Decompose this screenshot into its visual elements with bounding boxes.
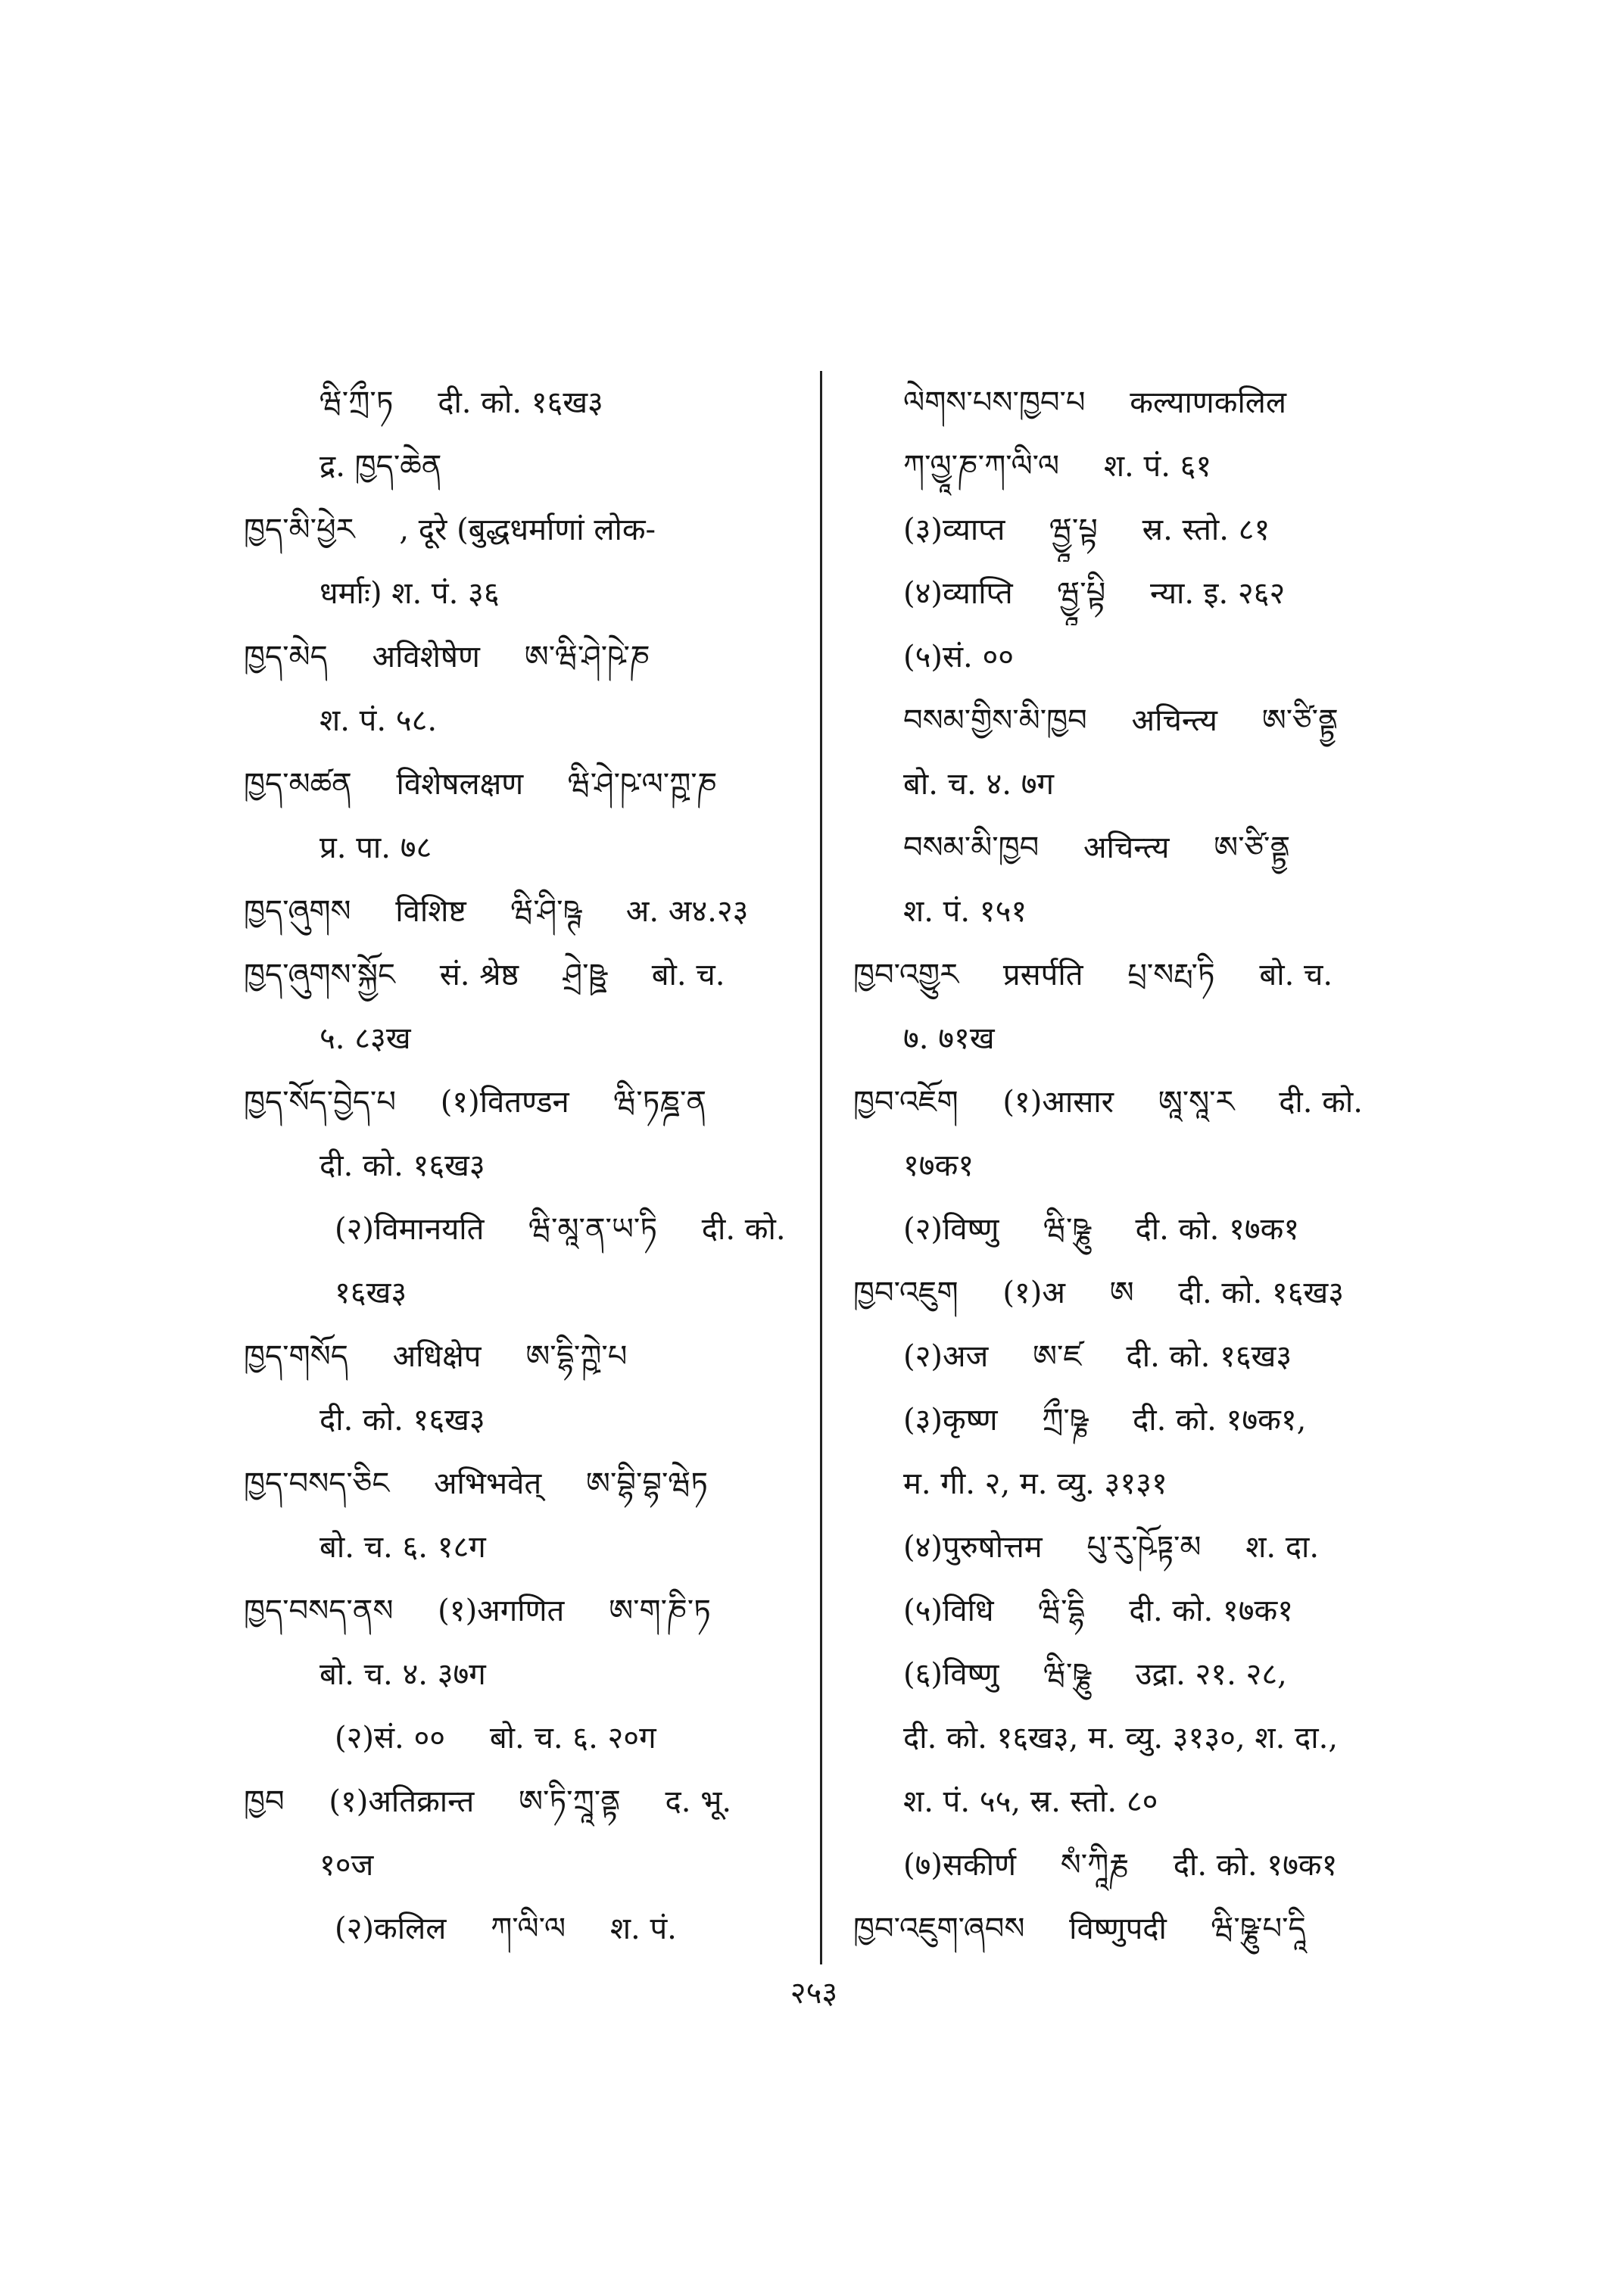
source-reference: श. दा.	[1245, 1530, 1320, 1565]
source-reference: दी. को. १७क१	[1173, 1848, 1338, 1883]
continuation-text: म. गी. २, म. व्यु. ३१३१	[903, 1466, 1167, 1501]
sanskrit-term: (२)सं. ००	[335, 1721, 446, 1756]
sanskrit-term: अचिन्त्य	[1083, 830, 1170, 865]
sanskrit-term: विष्णुपदी	[1069, 1911, 1167, 1946]
sub-sense-line	[853, 1198, 1436, 1261]
sanskrit-transliteration: པྲ་སརྤ་ཏི	[1127, 958, 1215, 992]
sanskrit-term: (३)कृष्ण	[903, 1403, 998, 1438]
tibetan-headword: བསམ་གྱིས་མི་ཁྱབ	[903, 703, 1087, 738]
continuation-text: दी. को. १६ख३, म. व्यु. ३१३०, श. दा.,	[903, 1721, 1339, 1756]
entry-line	[244, 1770, 808, 1833]
sanskrit-term: (१)अ	[1002, 1276, 1065, 1310]
entry-line	[853, 1897, 1436, 1961]
page-number: २५३	[790, 1976, 838, 2011]
tibetan-headword: ཁྱད་བསད་ཅིང	[244, 1466, 390, 1501]
sanskrit-transliteration: ཨཱ་སཱ་ར	[1158, 1085, 1235, 1120]
continuation-line	[853, 1706, 1436, 1770]
entry-line	[853, 1261, 1436, 1325]
entry-line	[244, 625, 808, 689]
continuation-text: धर्माः) श. पं. ३६	[320, 576, 500, 611]
tibetan-headword: ལེགས་པས་ཁྱབ་པ	[903, 385, 1086, 420]
sub-sense-line	[853, 1388, 1436, 1452]
sub-sense-line	[244, 1198, 808, 1261]
sanskrit-transliteration: པུ་རུ་ཥོཏྟ་མ	[1086, 1530, 1202, 1565]
tibetan-headword: ཁྱབ་འཇོག	[853, 1085, 959, 1120]
tibetan-headword: ཁྱད་མི་ཕྱེར	[244, 512, 355, 547]
sanskrit-term: (१)अगणित	[438, 1594, 565, 1628]
continuation-line	[853, 1452, 1436, 1516]
source-reference: १६ख३	[335, 1276, 407, 1310]
source-reference: बो. च. ४. ३७ग	[320, 1657, 486, 1692]
sub-sense-line	[244, 1897, 808, 1961]
sanskrit-transliteration: ཝི་ཥྞུ	[1043, 1212, 1091, 1247]
continuation-line	[244, 816, 808, 880]
sanskrit-transliteration: ཝི་ཥྞུ	[1043, 1657, 1091, 1692]
sub-sense-line	[853, 625, 1436, 689]
sanskrit-term: (२)कलिल	[335, 1911, 447, 1946]
source-reference: दी. को.	[701, 1212, 786, 1247]
sanskrit-term: (४)पुरुषोत्तम	[903, 1530, 1043, 1565]
sub-sense-line	[853, 1516, 1436, 1579]
entry-line	[244, 752, 808, 816]
source-reference: दी. को. १६ख३	[320, 1148, 485, 1183]
sanskrit-transliteration: ཝི་ཤེ་ཥ་ལ་ཀྵ་ཎ	[567, 767, 718, 802]
continuation-line	[244, 1388, 808, 1452]
sanskrit-transliteration: ཝི་ཤི་ཥྚ	[510, 894, 582, 929]
sanskrit-transliteration: ཀ་ལྱཱ་ཎ་ཀ་ལི་ལ	[903, 449, 1060, 484]
tibetan-headword: ཁྱད་མེད	[244, 640, 328, 675]
continuation-line	[853, 1134, 1436, 1198]
entry-line	[853, 1070, 1436, 1134]
continuation-line	[244, 562, 808, 625]
continuation-line	[244, 689, 808, 752]
continuation-line	[244, 1261, 808, 1325]
source-reference: श. पं. १५१	[903, 894, 1027, 929]
sub-sense-line	[853, 1643, 1436, 1706]
continuation-line	[244, 1643, 808, 1706]
sanskrit-term: (१)अतिक्रान्त	[329, 1784, 475, 1819]
continuation-line	[853, 1770, 1436, 1833]
tibetan-headword: ཁྱབ་འགྱུར	[853, 958, 959, 992]
source-reference: दी. को.	[1279, 1085, 1364, 1120]
source-reference: दी. को. १६ख३	[438, 385, 603, 420]
sanskrit-term: सं. श्रेष्ठ	[439, 958, 519, 992]
source-reference: उद्रा. २१. २८,	[1135, 1657, 1287, 1692]
tibetan-headword: ཁྱབ་འཇུག་ཞབས	[853, 1911, 1025, 1946]
entry-line	[244, 880, 808, 943]
sanskrit-term: अविशेषेण	[372, 640, 480, 675]
sub-sense-line	[853, 1325, 1436, 1388]
sanskrit-term: (२)विमानयति	[335, 1212, 485, 1247]
entry-line	[853, 689, 1436, 752]
sanskrit-term: (३)व्याप्त	[903, 512, 1005, 547]
sanskrit-term: (६)विष्णु	[903, 1657, 999, 1692]
source-reference: श. पं.	[609, 1911, 677, 1946]
continuation-line	[853, 435, 1436, 498]
sub-sense-line	[853, 498, 1436, 562]
entry-line	[244, 1070, 808, 1134]
continuation-line	[853, 752, 1436, 816]
source-reference: दी. को. १७क१	[1129, 1594, 1294, 1628]
sanskrit-transliteration: ཨ་བྷི་བྷ་ཝེཏ	[585, 1466, 708, 1501]
sanskrit-transliteration: ཨ་ཛ	[1032, 1339, 1082, 1374]
sanskrit-transliteration: ཝི་ཥྞུ་པ་དཱི	[1211, 1911, 1306, 1946]
sub-sense-line	[853, 562, 1436, 625]
source-reference: श. पं. ६१	[1103, 449, 1212, 484]
sub-sense-line	[853, 1833, 1436, 1897]
tibetan-headword: ཁྱད་ཞུགས	[244, 894, 351, 929]
continuation-line	[853, 880, 1436, 943]
source-reference: न्या. इ. २६२	[1150, 576, 1286, 611]
source-reference: दी. को. १६ख३	[320, 1403, 485, 1438]
sanskrit-transliteration: ཀ་ལི་ལ	[491, 1911, 566, 1946]
cross-reference-line	[244, 435, 808, 498]
sanskrit-term: (२)विष्णु	[903, 1212, 999, 1247]
entry-line	[244, 1579, 808, 1643]
sanskrit-transliteration: སཾ་ཀཱིརྞ	[1060, 1848, 1130, 1883]
source-reference: बो. च.	[651, 958, 725, 992]
left-column	[244, 371, 808, 1961]
sanskrit-transliteration: ཝི་མཱ་ན་ཡ་ཏི	[528, 1212, 658, 1247]
source-reference: बो. च. ६. १८ग	[320, 1530, 486, 1565]
sanskrit-term: (५)विधि	[903, 1594, 994, 1628]
right-column	[853, 371, 1436, 1961]
sanskrit-term: (५)सं. ००	[903, 640, 1015, 675]
continuation-line	[244, 1007, 808, 1070]
sanskrit-transliteration: ཝི་ཏཎྜ་ན	[613, 1085, 707, 1120]
tibetan-headword: ཁྱབ	[244, 1784, 285, 1819]
entry-line	[853, 816, 1436, 880]
sanskrit-transliteration: ཀྲྀ་ཥྞ	[1042, 1403, 1089, 1438]
sanskrit-transliteration: ཨ་ཝི་ཤེ་ཥེ་ཎ	[524, 640, 650, 675]
source-reference: दी. को. १६ख३	[1126, 1339, 1292, 1374]
sanskrit-term: विशेषलक्षण	[396, 767, 524, 802]
sanskrit-transliteration: ཨ་ཏི་ཀྲཱ་ནྟ	[519, 1784, 621, 1819]
tibetan-headword: ཁྱད་སོད་བྱེད་པ	[244, 1085, 396, 1120]
source-reference: दी. को. १६ख३	[1178, 1276, 1345, 1310]
entry-line	[244, 1325, 808, 1388]
continuation-line	[244, 371, 808, 435]
sanskrit-transliteration: ཨ་ཙི་ནྟྱ	[1261, 703, 1339, 738]
sanskrit-term: अचिन्त्य	[1131, 703, 1218, 738]
sanskrit-transliteration: ཨ་ག་ཎི་ཏ	[609, 1594, 711, 1628]
sanskrit-transliteration: ཝི་ཀྲྀ་ཏ	[320, 385, 394, 420]
sanskrit-term: अधिक्षेप	[392, 1339, 482, 1374]
continuation-text: श. पं. ५५, स्र. स्तो. ८०	[903, 1784, 1158, 1819]
entry-line	[244, 1452, 808, 1516]
tibetan-headword: ཁྱད་གསོད	[244, 1339, 348, 1374]
continuation-line	[244, 1134, 808, 1198]
source-reference: श. पं. ५८.	[320, 703, 438, 738]
sanskrit-transliteration: ཝྱཱ་པྟི	[1057, 576, 1106, 611]
source-reference: १०ज	[320, 1848, 374, 1883]
sanskrit-term: (१)वितण्डन	[440, 1085, 569, 1120]
source-reference: बो. च. ६. २०ग	[489, 1721, 656, 1756]
source-reference: प्र. पा. ७८	[320, 830, 432, 865]
cross-reference: द्र. ཁྱད་ཆེན	[320, 449, 442, 484]
sanskrit-transliteration: ཨ་དྷི་ཀྵེ་པ	[525, 1339, 628, 1374]
source-reference: बो. च.	[1259, 958, 1333, 992]
source-reference: दी. को. १७क१	[1135, 1212, 1300, 1247]
source-reference: अ. अ४.२३	[625, 894, 749, 929]
source-reference: ५. ८३ख	[320, 1021, 411, 1056]
sanskrit-term: (४)व्याप्ति	[903, 576, 1013, 611]
source-reference: स्र. स्तो. ८१	[1142, 512, 1270, 547]
sub-sense-line	[853, 1579, 1436, 1643]
entry-line	[853, 371, 1436, 435]
sanskrit-term: विशिष्ट	[395, 894, 466, 929]
sanskrit-term: (२)अज	[903, 1339, 989, 1374]
continuation-line	[244, 1833, 808, 1897]
tibetan-headword: ཁྱད་བསད་ནས	[244, 1594, 394, 1628]
entry-line	[244, 943, 808, 1007]
continuation-line	[853, 1007, 1436, 1070]
sanskrit-transliteration: ཨ་ཙི་ནྟྱ	[1214, 830, 1291, 865]
sanskrit-term: (१)आसार	[1002, 1085, 1114, 1120]
sanskrit-transliteration: ཝྱཱ་པྟ	[1049, 512, 1098, 547]
tibetan-headword: ཁྱད་མཚན	[244, 767, 352, 802]
continuation-line	[244, 1516, 808, 1579]
source-reference: बो. च. ४. ७ग	[903, 767, 1055, 802]
column-divider	[820, 371, 822, 1964]
sub-sense-line	[244, 1706, 808, 1770]
sanskrit-term: अभिभवेत्	[434, 1466, 542, 1501]
entry-line	[853, 943, 1436, 1007]
sanskrit-term: (७)सकीर्ण	[903, 1848, 1017, 1883]
sanskrit-transliteration: ཝི་དྷི	[1038, 1594, 1085, 1628]
tibetan-headword: བསམ་མི་ཁྱབ	[903, 830, 1040, 865]
source-reference: दी. को. १७क१,	[1133, 1403, 1307, 1438]
tibetan-headword: ཁྱད་ཞུགས་སྐྱོང	[244, 958, 395, 992]
sanskrit-term: प्रसर्पति	[1002, 958, 1083, 992]
entry-line	[244, 498, 808, 562]
tibetan-headword: ཁྱབ་འཇུག	[853, 1276, 959, 1310]
sanskrit-transliteration: ཨ	[1109, 1276, 1134, 1310]
source-reference: १७क१	[903, 1148, 974, 1183]
sanskrit-transliteration: ཤྲེ་ཥྛ	[563, 958, 607, 992]
source-reference: ७. ७१ख	[903, 1021, 995, 1056]
sanskrit-term: कल्याणकलिल	[1130, 385, 1287, 420]
sanskrit-term: , दूरे (बुद्धधर्माणां लोक-	[399, 512, 656, 547]
source-reference: द. भू.	[665, 1784, 732, 1819]
